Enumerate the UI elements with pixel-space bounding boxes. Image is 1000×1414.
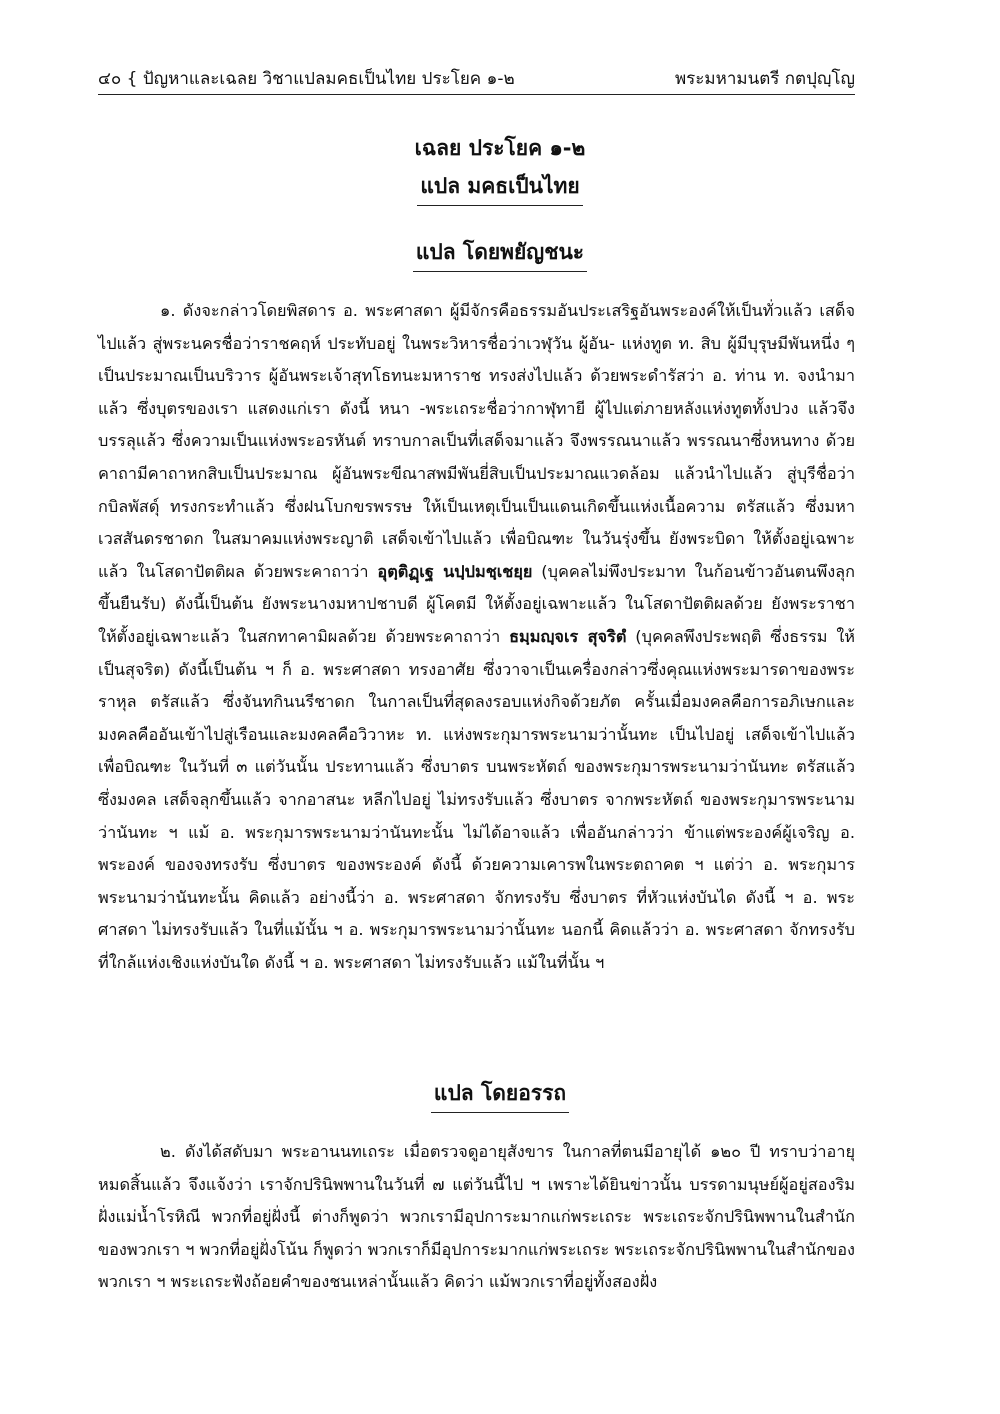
main-title-text: เฉลย ประโยค ๑-๒ xyxy=(414,136,586,160)
subject-title xyxy=(0,170,1000,206)
paragraph-2: ๒. ดังได้สดับมา พระอานนทเถระ เมื่อตรวจดูอายุสังขาร ในกาลที่ตนมีอายุได้ ๑๒๐ ปี ทราบว่าอายุหมดสิ้นแล้ว จึงแจ้งว่า เราจักปรินิพพานในวันที่ ๗ แต่วันนี้ไป ฯ เพราะได้ยินข่าวนั้น บรรดามนุษย์ผู้อยู่สองริมฝั่งแม่น้ำโรหิณี พวกที่อยู่ฝั่งนี้ ต่างก็พูดว่า พวกเรามีอุปการะมากแก่พระเถระ พระเถระจักปรินิพพานในสำนักของพวกเรา ฯ พวกที่อยู่ฝั่งโน้น ก็พูดว่า พวกเราก็มีอุปการะมากแก่พระเถระ พระเถระจักปรินิพพานในสำนักของพวกเรา ฯ พระเถระฟังถ้อยคำของชนเหล่านั้นแล้ว คิดว่า แม้พวกเราที่อยู่ทั้งสองฝั่ง xyxy=(98,1142,855,1292)
header-page-title: ๔๐ { ปัญหาและเฉลย วิชาแปลมคธเป็นไทย ประโยค ๑-๒ xyxy=(98,69,515,89)
section-heading-literal xyxy=(0,236,1000,272)
paragraph-1-part-3: (บุคคลพึงประพฤติ ซึ่งธรรม ให้เป็นสุจริต) ดังนี้เป็นต้น ฯ ก็ อ. พระศาสดา ทรงอาศัย ซึ่งวาจาเป็นเครื่องกล่าวซึ่งคุณแห่งพระมารดาของพระราหุล ตรัสแล้ว ซึ่งจันทกินนรีชาดก ในกาลเป็นที่สุดลงรอบแห่งกิจด้วยภัต ครั้นเมื่อมงคลคือการอภิเษกและมงคลคืออันเข้าไปสู่เรือนและมงคลคือวิวาหะ ท. แห่งพระกุมารพระนามว่านั้นทะ เป็นไปอยู่ เสด็จเข้าไปแล้ว เพื่อบิณฑะ ในวันที่ ๓ แต่วันนั้น ประทานแล้ว ซึ่งบาตร บนพระหัตถ์ ของพระกุมารพระนามว่านันทะ ตรัสแล้ว ซึ่งมงคล เสด็จลุกขึ้นแล้ว จากอาสนะ หลีกไปอยู่ ไม่ทรงรับแล้ว ซึ่งบาตร จากพระหัตถ์ ของพระกุมารพระนามว่านันทะ ฯ แม้ อ. พระกุมารพระนามว่านันทะนั้น ไม่ได้อาจแล้ว เพื่ออันกล่าวว่า ข้าแต่พระองค์ผู้เจริญ อ. พระองค์ ของจงทรงรับ ซึ่งบาตร ของพระองค์ ดังนี้ ด้วยความเคารพในพระตถาคต ฯ แต่ว่า อ. พระกุมารพระนามว่านันทะนั้น คิดแล้ว อย่างนี้ว่า อ. พระศาสดา จักทรงรับ ซึ่งบาตร ที่หัวแห่งบันได ดังนี้ ฯ อ. พระศาสดา ไม่ทรงรับแล้ว ในที่แม้นั้น ฯ อ. พระกุมารพระนามว่านั้นทะ นอกนี้ คิดแล้วว่า อ. พระศาสดา จักทรงรับ ที่ใกล้แห่งเชิงแห่งบันใด ดังนี้ ฯ อ. พระศาสดา ไม่ทรงรับแล้ว แม้ในที่นั้น ฯ xyxy=(98,626,856,972)
running-header xyxy=(98,64,855,95)
pali-verse-1: อุตฺติฏฺเฐ นปฺปมชฺเชยฺย xyxy=(377,561,533,581)
subject-title-text: แปล มคธเป็นไทย xyxy=(417,170,582,206)
section-heading-meaning xyxy=(0,1077,1000,1113)
main-title xyxy=(0,132,1000,167)
section-heading-literal-text: แปล โดยพยัญชนะ xyxy=(413,236,587,272)
section-heading-meaning-text: แปล โดยอรรถ xyxy=(431,1077,569,1113)
paragraph-1-part-2: (บุคคลไม่พึงประมาท ในก้อนข้าวอันตนพึงลุกขึ้นยืนรับ) ดังนี้เป็นต้น ยังพระนางมหาปชาบดี ผู้โคตมี ให้ตั้งอยู่เฉพาะแล้ว ในโสดาปัตติผลด้วย ยังพระราชา ให้ตั้งอยู่เฉพาะแล้ว ในสกทาคามิผลด้วย ด้วยพระคาถาว่า xyxy=(98,561,855,646)
header-author: พระมหามนตรี กตปุญฺโญ xyxy=(674,69,855,89)
paragraph-1-part-1: ๑. ดังจะกล่าวโดยพิสดาร อ. พระศาสดา ผู้มีจักรคือธรรมอันประเสริฐอันพระองค์ให้เป็นทั่วแล้ว เสด็จไปแล้ว สู่พระนครชื่อว่าราชคฤห์ ประทับอยู่ ในพระวิหารชื่อว่าเวฬุวัน ผู้อัน- แห่งทูต ท. สิบ ผู้มีบุรุษมีพันหนึ่ง ๆ เป็นประมาณเป็นบริวาร ผู้อันพระเจ้าสุทโธทนะมหาราช ทรงส่งไปแล้ว ด้วยพระดำรัสว่า อ. ท่าน ท. จงนำมาแล้ว ซึ่งบุตรของเรา แสดงแก่เรา ดังนี้ หนา -พระเถระชื่อว่ากาฬุทายี ผู้ไปแต่ภายหลังแห่งทูตทั้งปวง แล้วจึงบรรลุแล้ว ซึ่งความเป็นแห่งพระอรหันต์ ทราบกาลเป็นที่เสด็จมาแล้ว จึงพรรณนาแล้ว พรรณนาซึ่งหนทาง ด้วยคาถามีคาถาหกสิบเป็นประมาณ ผู้อันพระขีณาสพมีพันยี่สิบเป็นประมาณแวดล้อม แล้วนำไปแล้ว สู่บุรีชื่อว่ากบิลพัสดุ์ ทรงกระทำแล้ว ซึ่งฝนโบกขรพรรษ ให้เป็นเหตุเป็นเป็นแดนเกิดขึ้นแห่งเนื้อความ ตรัสแล้ว ซึ่งมหาเวสสันดรชาดก ในสมาคมแห่งพระญาติ เสด็จเข้าไปแล้ว เพื่อบิณฑะ ในวันรุ่งขึ้น ยังพระบิดา ให้ตั้งอยู่เฉพาะแล้ว ในโสดาปัตติผล ด้วยพระคาถาว่า xyxy=(98,301,855,581)
pali-verse-2: ธมฺมญฺจเร สุจริตํ xyxy=(509,626,627,646)
paragraph-1 xyxy=(98,295,855,979)
